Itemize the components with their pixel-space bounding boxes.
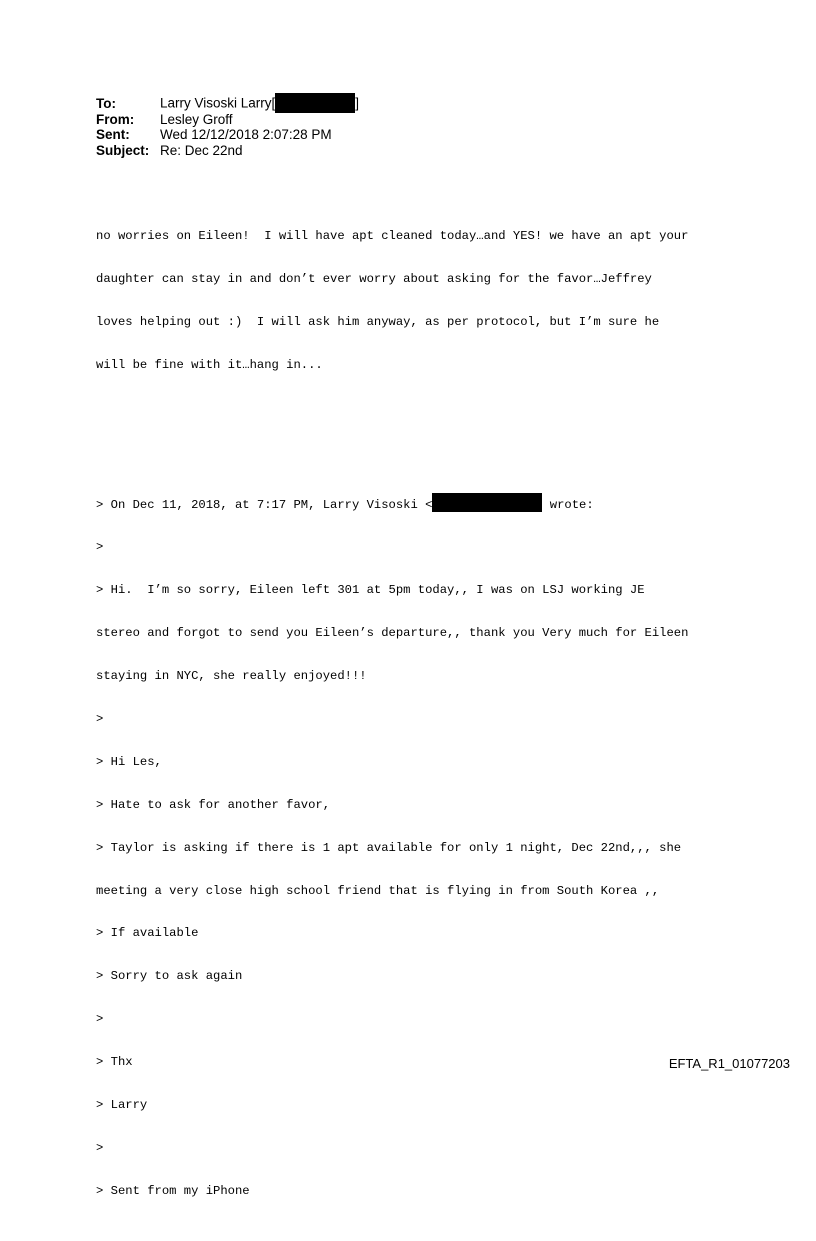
quoted-line: > Thx <box>96 1055 133 1070</box>
quoted-line: > Sorry to ask again <box>96 969 243 984</box>
redaction-box <box>275 93 355 113</box>
quoted-intro-line <box>96 498 688 512</box>
from-value: Lesley Groff <box>160 111 233 127</box>
quoted-line: > Taylor is asking if there is 1 apt available for only 1 night, Dec 22nd,,, she <box>96 840 682 855</box>
quoted-line: stereo and forgot to send you Eileen’s departure,, thank you Very much for Eileen <box>96 626 689 641</box>
document-id: EFTA_R1_01077203 <box>668 1056 790 1071</box>
quoted-line: > Hate to ask for another favor, <box>96 797 331 812</box>
quoted-line: > <box>96 540 104 555</box>
sent-row <box>96 127 359 143</box>
reply-line: daughter can stay in and don’t ever worry about asking for the favor…Jeffrey <box>96 272 652 287</box>
subject-row <box>96 143 359 159</box>
from-label: From: <box>96 111 135 127</box>
quoted-line: > <box>96 1012 104 1027</box>
quoted-line: > Sent from my iPhone <box>96 1183 250 1198</box>
sent-label: Sent: <box>96 127 130 142</box>
reply-line: no worries on Eileen! I will have apt cleaned today…and YES! we have an apt your <box>96 229 689 244</box>
quoted-intro-prefix: > On Dec 11, 2018, at 7:17 PM, Larry Visoski < <box>96 497 433 512</box>
sent-value: Wed 12/12/2018 2:07:28 PM <box>160 127 332 142</box>
quoted-line: > <box>96 711 104 726</box>
quoted-intro-suffix: wrote: <box>542 497 594 512</box>
reply-line: loves helping out :) I will ask him anyway, as per protocol, but I’m sure he <box>96 314 660 329</box>
to-label: To: <box>96 96 116 111</box>
reply-paragraph <box>96 201 688 401</box>
quoted-line: > <box>96 1140 104 1155</box>
subject-value: Re: Dec 22nd <box>160 142 243 158</box>
to-value-prefix: Larry Visoski Larry[ <box>160 95 276 111</box>
quoted-line: > Hi. I’m so sorry, Eileen left 301 at 5pm today,, I was on LSJ working JE <box>96 583 645 598</box>
subject-label: Subject: <box>96 142 150 158</box>
quoted-line: staying in NYC, she really enjoyed!!! <box>96 669 367 684</box>
redaction-box <box>432 493 542 512</box>
email-header <box>96 96 359 158</box>
quoted-line: > Larry <box>96 1098 148 1112</box>
quoted-line: meeting a very close high school friend that is flying in from South Korea ,, <box>96 883 660 898</box>
quoted-message <box>96 469 688 1227</box>
email-body <box>96 172 688 1241</box>
quoted-line: > Hi Les, <box>96 754 162 769</box>
to-row <box>96 96 359 112</box>
paragraph-gap <box>96 429 688 440</box>
quoted-line: > If available <box>96 926 199 941</box>
reply-line: will be fine with it…hang in... <box>96 357 323 372</box>
to-value-suffix: ] <box>355 95 360 111</box>
